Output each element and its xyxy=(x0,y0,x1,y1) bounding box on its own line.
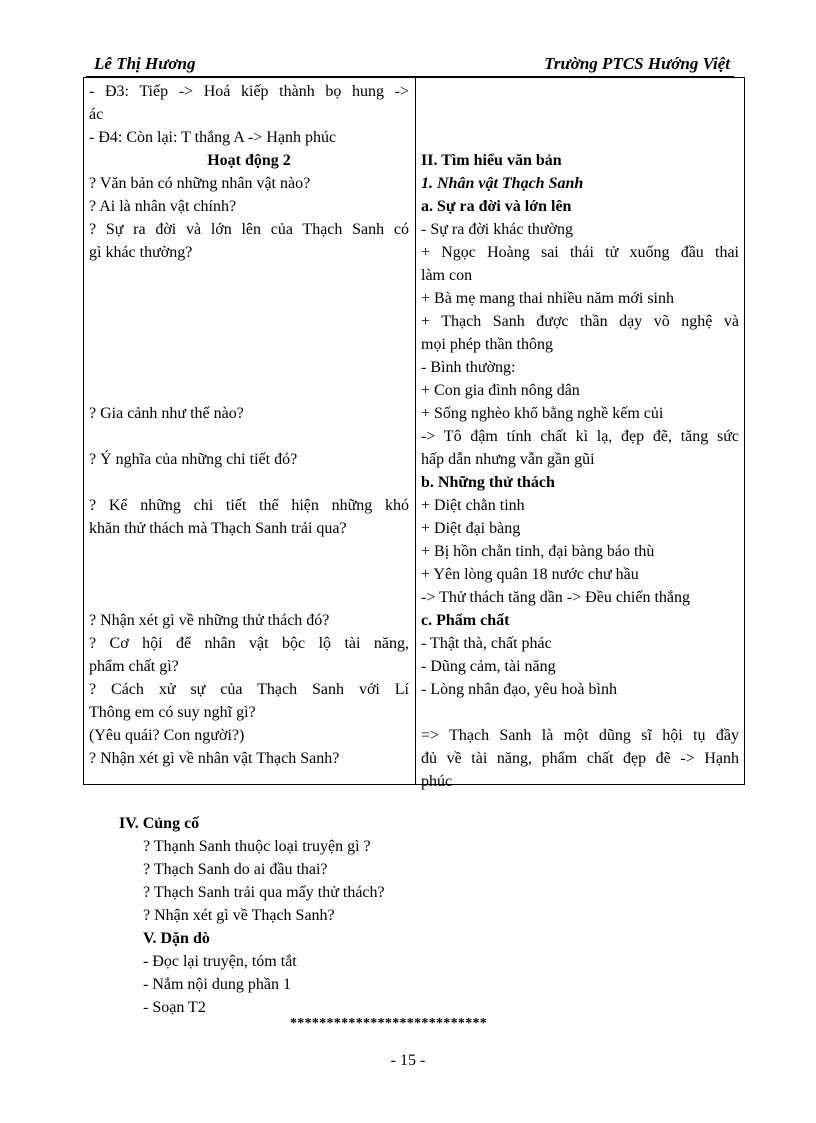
table-line: ? Sự ra đời và lớn lên của Thạch Sanh có xyxy=(89,221,409,238)
table-line: ? Nhận xét gì về những thử thách đó? xyxy=(89,612,330,629)
subsection-heading: b. Những thử thách xyxy=(421,474,555,491)
table-line: khăn thử thách mà Thạch Sanh trải qua? xyxy=(89,520,347,537)
table-line: mọi phép thần thông xyxy=(421,336,553,353)
table-line: ? Văn bản có những nhân vật nào? xyxy=(89,175,311,192)
table-line: + Diệt chằn tinh xyxy=(421,497,525,514)
table-line: ? Ai là nhân vật chính? xyxy=(89,198,237,215)
list-item: - Nắm nội dung phần 1 xyxy=(143,976,291,993)
activity-heading: Hoạt động 2 xyxy=(207,152,291,169)
table-line: + Yên lòng quân 18 nước chư hầu xyxy=(421,566,639,583)
content-column xyxy=(421,80,739,793)
lesson-table xyxy=(83,77,745,790)
table-line: ? Nhận xét gì về nhân vật Thạch Sanh? xyxy=(89,750,340,767)
table-line: + Thạch Sanh được thần dạy võ nghệ và xyxy=(421,313,739,330)
list-item: - Đọc lại truyện, tóm tắt xyxy=(143,953,297,970)
list-item: ? Thạch Sanh trải qua mấy thử thách? xyxy=(143,884,385,901)
author-name: Lê Thị Hương xyxy=(94,54,196,73)
section-heading: II. Tìm hiểu văn bản xyxy=(421,152,562,169)
table-line: ? Cơ hội để nhân vật bộc lộ tài năng, xyxy=(89,635,409,652)
table-line: làm con xyxy=(421,267,473,284)
table-line: phẩm chất gì? xyxy=(89,658,179,675)
table-line: -> Tô đậm tính chất kì lạ, đẹp đẽ, tăng sức xyxy=(421,428,739,445)
table-line: - Sự ra đời khác thường xyxy=(421,221,574,238)
table-line: (Yêu quái? Con người?) xyxy=(89,727,245,744)
page-header xyxy=(86,52,734,77)
list-item: ? Thạnh Sanh thuộc loại truyện gì ? xyxy=(143,838,371,855)
teacher-questions-column xyxy=(89,80,409,770)
table-line: -> Thử thách tăng dần -> Đều chiến thắng xyxy=(421,589,691,606)
table-line: đủ về tài năng, phẩm chất đẹp đẽ -> Hạnh xyxy=(421,750,739,767)
list-item: ? Thạch Sanh do ai đầu thai? xyxy=(143,861,328,878)
subsection-heading: c. Phẩm chất xyxy=(421,612,510,629)
table-line: - Thật thà, chất phác xyxy=(421,635,552,652)
table-line: + Sống nghèo khổ bằng nghề kếm củi xyxy=(421,405,664,422)
table-line: ? Ý nghĩa của những chi tiết đó? xyxy=(89,451,298,468)
table-line: + Con gia đình nông dân xyxy=(421,382,580,399)
homework-heading: V. Dặn dò xyxy=(143,930,210,947)
table-line: phúc xyxy=(421,773,453,790)
table-line: + Bà mẹ mang thai nhiều năm mới sinh xyxy=(421,290,674,307)
table-line: ác xyxy=(89,106,104,123)
table-line: - Đ3: Tiếp -> Hoá kiếp thành bọ hung -> xyxy=(89,83,409,100)
list-item: ? Nhận xét gì về Thạch Sanh? xyxy=(143,907,335,924)
table-line: ? Cách xử sự của Thạch Sanh với Lí xyxy=(89,681,409,698)
table-line: ? Gia cảnh như thế nào? xyxy=(89,405,244,422)
subsection-heading: a. Sự ra đời và lớn lên xyxy=(421,198,572,215)
table-line: => Thạch Sanh là một dũng sĩ hội tụ đầy xyxy=(421,727,739,744)
table-line: - Đ4: Còn lại: T thắng A -> Hạnh phúc xyxy=(89,129,337,146)
list-item: - Soạn T2 xyxy=(143,999,206,1016)
subsection-heading: 1. Nhân vật Thạch Sanh xyxy=(421,175,584,192)
page-number: - 15 - xyxy=(390,1052,426,1069)
column-divider xyxy=(415,78,416,784)
table-line: - Bình thường: xyxy=(421,359,516,376)
table-line: + Bị hồn chằn tinh, đại bàng báo thù xyxy=(421,543,655,560)
consolidation-heading: IV. Củng cố xyxy=(119,815,200,832)
separator-stars: *************************** xyxy=(290,1016,488,1031)
table-line: gì khác thường? xyxy=(89,244,193,261)
school-name: Trường PTCS Hướng Việt xyxy=(544,54,730,73)
table-line: - Lòng nhân đạo, yêu hoà bình xyxy=(421,681,617,698)
table-line: + Ngọc Hoàng sai thái tử xuống đầu thai xyxy=(421,244,739,261)
table-line: Thông em có suy nghĩ gì? xyxy=(89,704,256,721)
lesson-followup xyxy=(0,812,385,1019)
table-line: hấp dẫn nhưng vẫn gần gũi xyxy=(421,451,595,468)
table-line: ? Kể những chi tiết thể hiện những khó xyxy=(89,497,409,514)
table-line: - Dũng cảm, tài năng xyxy=(421,658,556,675)
table-line: + Diệt đại bàng xyxy=(421,520,521,537)
